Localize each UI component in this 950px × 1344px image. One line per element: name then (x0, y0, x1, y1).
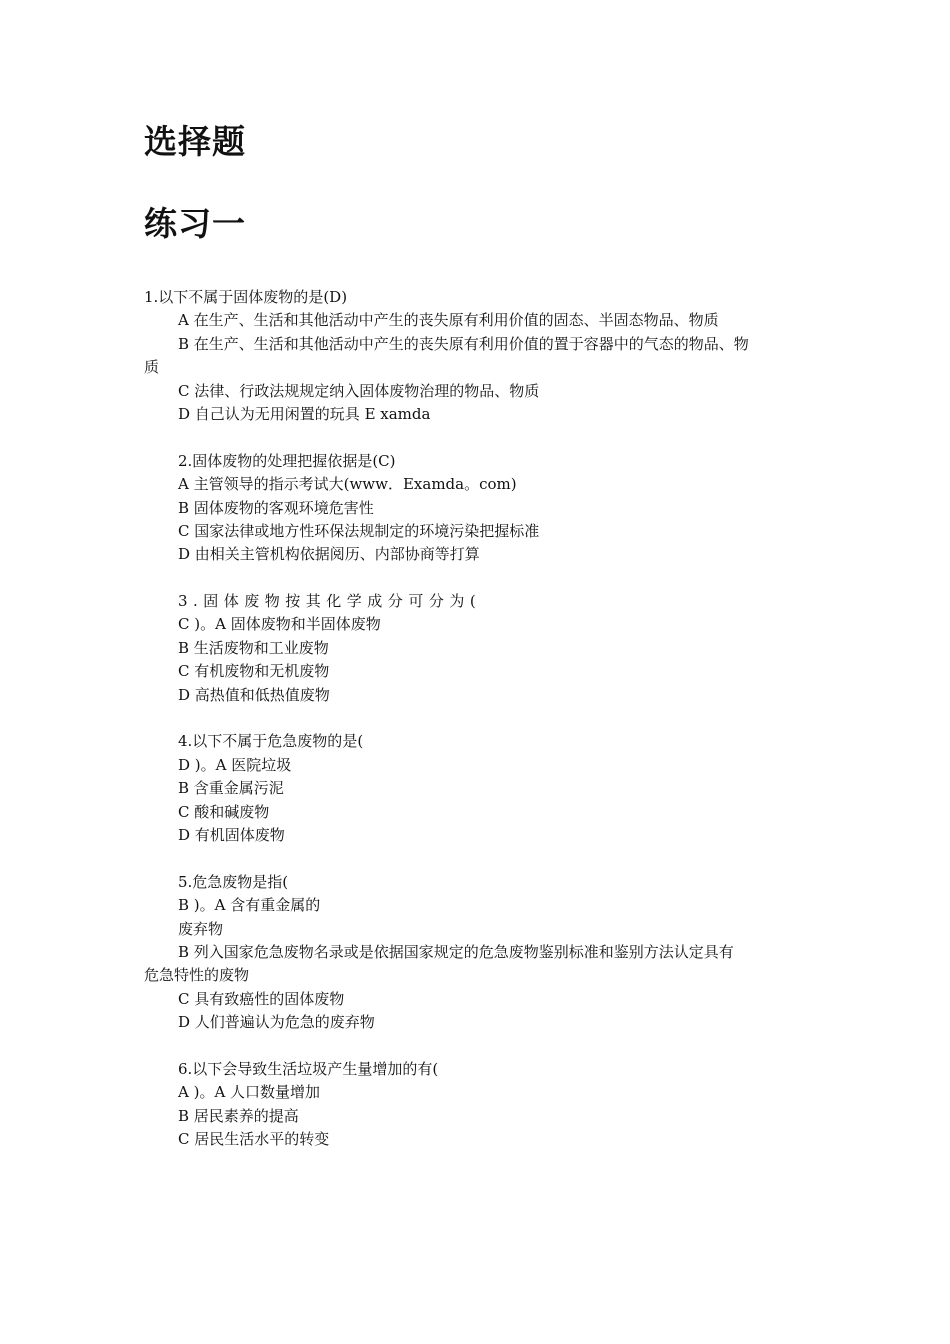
question-6-stem: 6.以下会导致生活垃圾产生量增加的有( (178, 1059, 439, 1078)
exercise-heading: 练习一 (144, 204, 246, 243)
question-1-option-c: C 法律、行政法规规定纳入固体废物治理的物品、物质 (178, 381, 540, 400)
question-3-answer-option-a: C )。A 固体废物和半固体废物 (178, 615, 381, 634)
question-1-option-a: A 在生产、生活和其他活动中产生的丧失原有利用价值的固态、半固态物品、物质 (178, 311, 719, 330)
question-2-stem: 2.固体废物的处理把握依据是(C) (178, 451, 396, 470)
question-3-stem: 3.固体废物按其化学成分可分为( (178, 592, 482, 611)
question-4-option-d: D 有机固体废物 (178, 825, 285, 844)
spacer (144, 1035, 794, 1058)
question-5-answer-option-a: B )。A 含有重金属的 (178, 896, 321, 915)
spacer (144, 707, 794, 730)
question-3-option-b: B 生活废物和工业废物 (178, 638, 329, 657)
question-2-option-a: A 主管领导的指示考试大(www．Examda。com) (178, 475, 517, 494)
question-1-option-b: B 在生产、生活和其他活动中产生的丧失原有利用价值的置于容器中的气态的物品、物 (178, 334, 749, 353)
question-5-option-a-continued: 废弃物 (178, 919, 224, 938)
question-6-answer-option-a: A )。A 人口数量增加 (178, 1083, 321, 1102)
question-4-stem: 4.以下不属于危急废物的是( (178, 732, 364, 751)
question-3-option-c: C 有机废物和无机废物 (178, 662, 330, 681)
section-heading: 选择题 (144, 122, 246, 161)
question-6-option-c: C 居民生活水平的转变 (178, 1130, 330, 1149)
question-5-stem: 5.危急废物是指( (178, 872, 289, 891)
spacer (144, 426, 794, 449)
question-1-stem: 1.以下不属于固体废物的是(D) (144, 288, 348, 306)
question-1-option-d: D 自己认为无用闲置的玩具 E xamda (178, 404, 431, 423)
question-2-option-b: B 固体废物的客观环境危害性 (178, 498, 374, 517)
question-2-option-c: C 国家法律或地方性环保法规制定的环境污染把握标准 (178, 521, 540, 540)
question-3-option-d: D 高热值和低热值废物 (178, 685, 330, 704)
question-5-option-b-continued: 危急特性的废物 (144, 966, 250, 985)
question-list (144, 286, 794, 1151)
question-1-option-b-continued: 质 (144, 358, 160, 377)
question-2-option-d: D 由相关主管机构依据阅历、内部协商等打算 (178, 545, 480, 564)
spacer (144, 567, 794, 590)
question-4-option-b: B 含重金属污泥 (178, 779, 284, 798)
question-4-answer-option-a: D )。A 医院垃圾 (178, 755, 292, 774)
question-5-option-c: C 具有致癌性的固体废物 (178, 989, 345, 1008)
question-4-option-c: C 酸和碱废物 (178, 802, 270, 821)
question-6-option-b: B 居民素养的提高 (178, 1106, 299, 1125)
question-5-option-d: D 人们普遍认为危急的废弃物 (178, 1013, 375, 1032)
spacer (144, 847, 794, 870)
question-5-option-b: B 列入国家危急废物名录或是依据国家规定的危急废物鉴别标准和鉴别方法认定具有 (178, 942, 734, 961)
